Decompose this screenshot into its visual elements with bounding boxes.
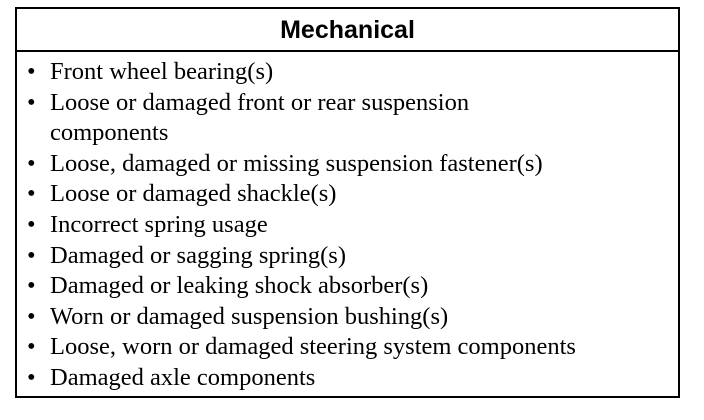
list-item-text: Loose or damaged shackle(s) — [50, 180, 337, 208]
bullet-icon: • — [27, 88, 36, 116]
bullet-icon: • — [27, 58, 36, 85]
list-item — [17, 363, 678, 394]
list-item — [17, 271, 678, 302]
bullet-icon: • — [27, 363, 36, 391]
bullet-icon: • — [27, 149, 36, 177]
list-item-text: Worn or damaged suspension bushing(s) — [50, 302, 449, 330]
list-item-text: Front wheel bearing(s) — [50, 58, 274, 85]
list-item — [17, 241, 678, 272]
bullet-icon: • — [27, 180, 36, 208]
list-item — [17, 88, 678, 149]
bullet-icon: • — [27, 333, 36, 361]
list-item — [17, 57, 678, 88]
list-item-text: Loose or damaged front or rear suspension components — [50, 88, 470, 147]
list-item — [17, 179, 678, 210]
mechanical-table — [15, 7, 680, 398]
list-item-text: Damaged axle components — [50, 363, 316, 391]
list-item-text: Loose, damaged or missing suspension fastener(s) — [50, 149, 543, 177]
bullet-icon: • — [27, 272, 36, 300]
list-item — [17, 149, 678, 180]
list-item — [17, 210, 678, 241]
bullet-icon: • — [27, 210, 36, 238]
bullet-icon: • — [27, 302, 36, 330]
list-item — [17, 302, 678, 333]
list-item-text: Damaged or leaking shock absorber(s) — [50, 272, 429, 300]
cause-list — [17, 52, 678, 394]
list-item — [17, 332, 678, 363]
table-header: Mechanical — [17, 9, 678, 52]
list-item-text: Damaged or sagging spring(s) — [50, 241, 346, 269]
list-item-text: Incorrect spring usage — [50, 210, 268, 238]
bullet-icon: • — [27, 241, 36, 269]
list-item-text: Loose, worn or damaged steering system components — [50, 333, 576, 361]
